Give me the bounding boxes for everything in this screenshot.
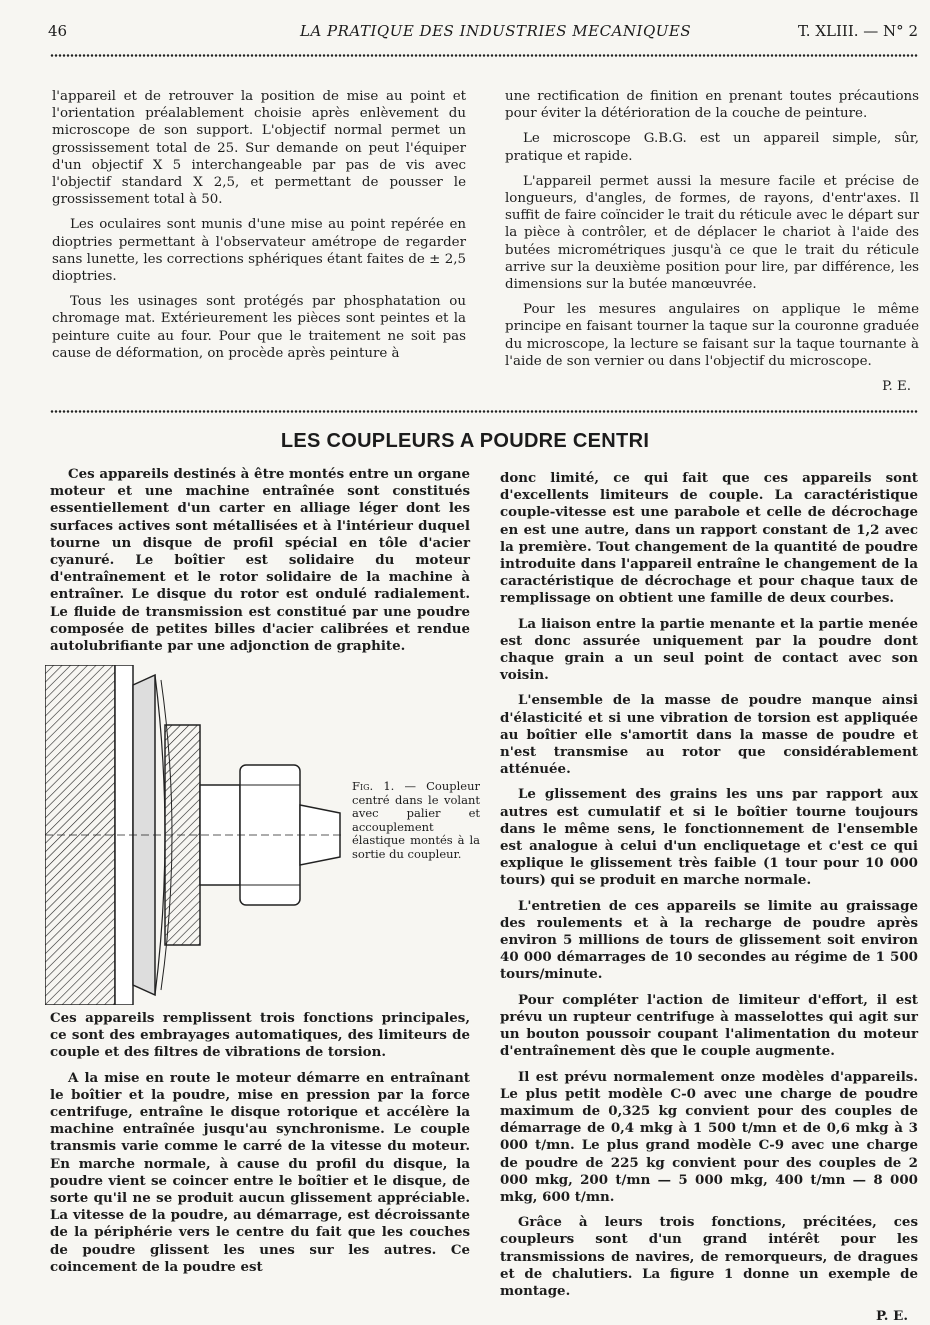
figure-caption-label: Fig. 1. — <box>352 779 416 793</box>
paragraph: une rectification de finition en prenant toutes précautions pour éviter la détérioration de la couche de peinture. <box>505 89 919 122</box>
paragraph: Les oculaires sont munis d'une mise au point repérée en dioptries permettant à l'observateur amétrope de regarder sans lunette, les corrections sphériques étant faites de ± 2,5 dioptries. <box>52 217 466 285</box>
paragraph: Pour compléter l'action de limiteur d'effort, il est prévu un rupteur centrifuge à masselottes qui agit sur un bouton poussoir coupant l'alimentation du moteur d'entraînement dès que le couple augmente. <box>500 991 918 1060</box>
paragraph: A la mise en route le moteur démarre en entraînant le boîtier et la poudre, mise en pression par la force centrifuge, entraîne le disque rotorique et accélère la machine entraînée jusqu'au synchronisme. Le couple transmis varie comme le carré de la vitesse du moteur. En marche normale, à cause du profil du disque, la poudre vient se coincer entre le boîtier et le disque, de sorte qu'il ne se produit aucun glissement appréciable. La vitesse de la poudre, au démarrage, est décroissante de la périphérie vers le centre du fait que les couches de poudre glissent les unes sur les autres. Ce coincement de la poudre est <box>50 1069 470 1275</box>
figure-caption <box>352 780 480 861</box>
article-title: LES COUPLEURS A POUDRE CENTRI <box>280 430 650 452</box>
paragraph: L'ensemble de la masse de poudre manque ainsi d'élasticité et si une vibration de torsion est appliquée au boîtier elle s'amortit dans la masse de poudre et n'est transmise au rotor que considérablement atténuée. <box>500 692 918 778</box>
page-number: 46 <box>48 22 68 40</box>
paragraph: donc limité, ce qui fait que ces appareils sont d'excellents limiteurs de couple. La caractéristique couple-vitesse est une parabole et celle de décrochage en est une autre, dans un rapport constant de 1,2 avec la première. Tout changement de la quantité de poudre introduite dans l'appareil entraîne le changement de la caractéristique de décrochage et pour chaque taux de remplissage on obtient une famille de deux courbes. <box>500 470 918 607</box>
paragraph: Tous les usinages sont protégés par phosphatation ou chromage mat. Extérieurement les pièces sont peintes et la peinture cuite au four. Pour que le traitement ne soit pas cause de déformation, on procède après peinture à <box>52 294 466 361</box>
paragraph: La liaison entre la partie menante et la partie menée est donc assurée uniquement par la poudre dont chaque grain a un seul point de contact avec son voisin. <box>500 615 918 684</box>
running-title: LA PRATIQUE DES INDUSTRIES MECANIQUES <box>300 22 692 40</box>
volume-number: T. XLIII. — N° 2 <box>798 22 918 40</box>
signature: P. E. <box>875 1308 908 1325</box>
coupler-cross-section-svg <box>45 665 345 1005</box>
paragraph: L'appareil permet aussi la mesure facile et précise de longueurs, d'angles, de formes, de rayons, d'entr'axes. Il suffit de faire coïncider le trait du réticule avec le départ sur la pièce à contrôler, et de déplacer le chariot à l'aide des butées micrométriques jusqu'à ce que le trait du réticule arrive sur la deuxième position pour lire, par différence, les dimensions sur la butée manœuvrée. <box>505 173 919 293</box>
paragraph: Ces appareils remplissent trois fonctions principales, ce sont des embrayages automatiques, des limiteurs de couple et des filtres de vibrations de torsion. <box>50 1010 470 1061</box>
page-header <box>48 18 918 44</box>
top-article-right-column <box>505 88 919 395</box>
figure-coupler-drawing <box>45 665 345 1005</box>
paragraph: Pour les mesures angulaires on applique le même principe en faisant tourner la taque sur la couronne graduée du microscope, la lecture se faisant sur la taque tournante à l'aide de son vernier ou dans l'objectif du microscope. <box>505 302 919 369</box>
article-intro <box>50 466 470 663</box>
paragraph: Ces appareils destinés à être montés entre un organe moteur et une machine entraînée sont constitués essentiellement d'un carter en alliage léger dont les surfaces actives sont métallisées et à l'intérieur duquel tourne un disque de profil spécial en tôle d'acier cyanuré. Le boîtier est solidaire du moteur d'entraînement et le rotor solidaire de la machine à entraîner. Le disque du rotor est ondulé radialement. Le fluide de transmission est constitué par une poudre composée de petites billes d'acier calibrées et rendue autolubrifiante par une adjonction de graphite. <box>50 466 470 655</box>
paragraph: Grâce à leurs trois fonctions, précitées, ces coupleurs sont d'un grand intérêt pour les transmissions de navires, de remorqueurs, de dragues et de chalutiers. La figure 1 donne un exemple de montage. <box>500 1214 918 1299</box>
figure-caption-text: Coupleur centré dans le volant avec palier et accouplement élastique montés à la sortie du coupleur. <box>352 779 481 861</box>
article-right-column <box>500 470 918 1325</box>
paragraph: Le microscope G.B.G. est un appareil simple, sûr, pratique et rapide. <box>505 131 919 164</box>
paragraph: l'appareil et de retrouver la position de mise au point et l'orientation préalablement choisie après enlèvement du microscope de son support. L'objectif normal permet un grossissement total de 25. Sur demande on peut l'équiper d'un objectif X 5 interchangeable par pas de vis avec l'objectif standard X 2,5, et permettant de pousser le grossissement total à 50. <box>52 89 466 208</box>
paragraph: Il est prévu normalement onze modèles d'appareils. Le plus petit modèle C-0 avec une charge de poudre maximum de 0,325 kg convient pour des couples de démarrage de 0,4 mkg à 1 500 t/mn et de 0,6 mkg à 3 000 t/mn. Le plus grand modèle C-9 avec une charge de poudre de 225 kg convient pour des couples de 2 000 mkg, 200 t/mn — 5 000 mkg, 400 t/mn — 8 000 mkg, 600 t/mn. <box>500 1068 918 1205</box>
signature: P. E. <box>882 379 911 395</box>
paragraph: L'entretien de ces appareils se limite au graissage des roulements et à la recharge de poudre après environ 5 millions de tours de glissement soit environ 40 000 démarrages de 10 secondes au régime de 1 500 tours/minute. <box>500 897 918 983</box>
article-left-column <box>50 1010 470 1284</box>
paragraph: Le glissement des grains les uns par rapport aux autres est cumulatif et si le boîtier tourne toujours dans le même sens, le fonctionnement de l'ensemble est analogue à celui d'un encliquetage et c'est ce qui explique le glissement très faible (1 tour pour 10 000 tours) qui se produit en marche normale. <box>500 786 918 889</box>
header-divider <box>50 54 918 57</box>
top-article-left-column <box>52 88 466 370</box>
section-divider <box>50 410 918 413</box>
